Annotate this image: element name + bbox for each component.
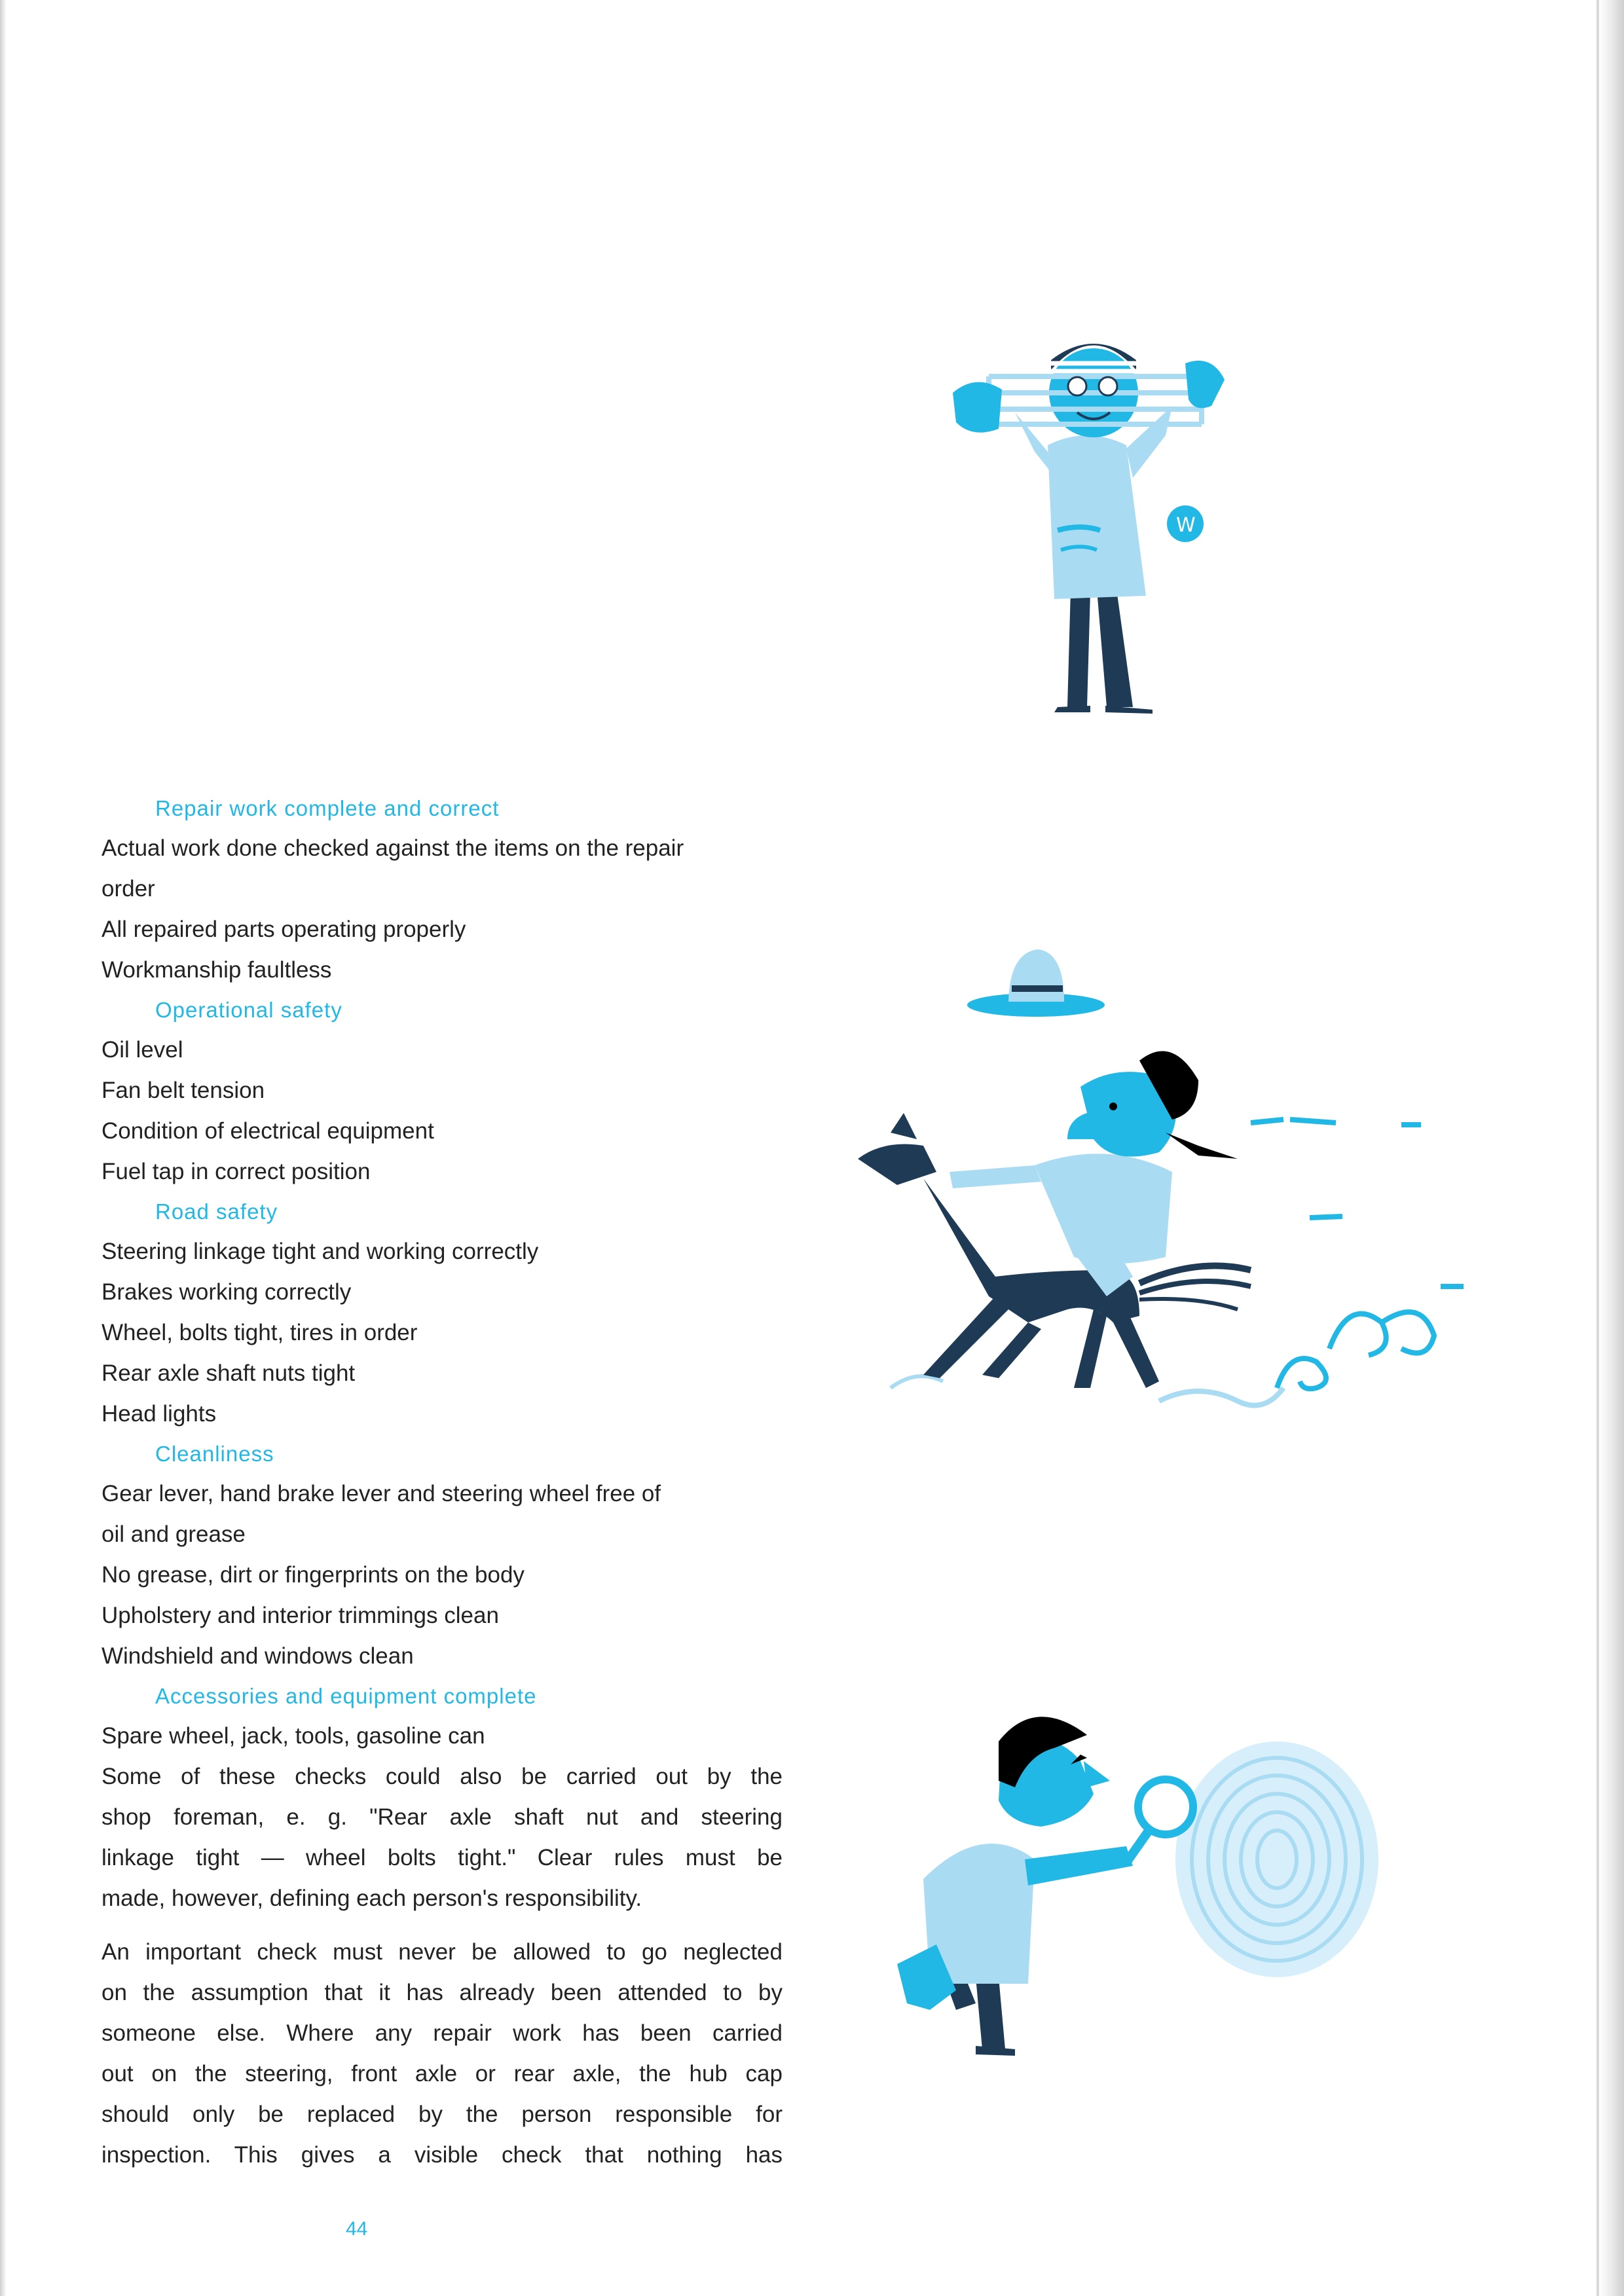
section-heading: Road safety [155,1199,278,1224]
body-paragraph-2 [101,1932,783,2176]
section-repair-work [101,789,783,991]
paragraph-line: inspection. This gives a visible check that nothing has [101,2142,783,2168]
paragraph-line: shop foreman, e. g. "Rear axle shaft nut and steering [101,1804,783,1830]
checklist-item: Windshield and windows clean [101,1643,414,1669]
svg-text:W: W [1176,514,1196,537]
checklist-item: Condition of electrical equipment [101,1118,434,1144]
paragraph-line: someone else. Where any repair work has been carried [101,2020,783,2046]
mechanic-holding-grille-illustration [936,314,1329,720]
checklist-item: Workmanship faultless [101,957,332,983]
rider-on-horse-illustration [832,930,1486,1453]
body-paragraph-1 [101,1757,783,1919]
checklist-item: oil and grease [101,1522,246,1547]
page-left-shadow [0,0,7,2296]
checklist-item: Upholstery and interior trimmings clean [101,1603,499,1628]
section-cleanliness [101,1434,783,1677]
paragraph-line: out on the steering, front axle or rear axle, the hub cap [101,2061,783,2086]
page-edge [1599,0,1624,2296]
fingerprint-icon [1175,1741,1378,1977]
section-heading: Operational safety [155,998,342,1022]
checklist-item: Oil level [101,1037,183,1063]
checklist-item: No grease, dirt or fingerprints on the body [101,1562,525,1588]
checklist-item: Steering linkage tight and working correctly [101,1239,539,1264]
paragraph-line: made, however, defining each person's responsibility. [101,1886,642,1911]
paragraph-line: An important check must never be allowed to go neglected [101,1939,783,1965]
checklist-item: Wheel, bolts tight, tires in order [101,1320,418,1345]
checklist-item: order [101,876,155,902]
section-road-safety [101,1192,783,1434]
section-heading: Accessories and equipment complete [155,1684,537,1708]
checklist-item: All repaired parts operating properly [101,917,466,942]
checklist-item: Spare wheel, jack, tools, gasoline can [101,1723,485,1749]
paragraph-line: on the assumption that it has already been attended to by [101,1980,783,2005]
checklist-item: Gear lever, hand brake lever and steering wheel free of [101,1481,661,1506]
checklist-text-column [101,789,783,2176]
section-heading: Repair work complete and correct [155,796,500,820]
inspector-with-magnifying-glass-illustration [884,1683,1421,2075]
checklist-item: Fan belt tension [101,1078,265,1103]
checklist-item: Brakes working correctly [101,1279,352,1305]
page-number: 44 [346,2218,368,2240]
checklist-item: Head lights [101,1401,217,1427]
paragraph-line: linkage tight — wheel bolts tight." Clear rules must be [101,1845,783,1870]
paragraph-line: Some of these checks could also be carried out by the [101,1764,783,1789]
checklist-item: Actual work done checked against the items on the repair [101,835,684,861]
checklist-item: Rear axle shaft nuts tight [101,1360,356,1386]
section-heading: Cleanliness [155,1442,274,1466]
section-accessories [101,1677,783,1757]
paragraph-line: should only be replaced by the person responsible for [101,2102,783,2127]
section-operational-safety [101,991,783,1192]
checklist-item: Fuel tap in correct position [101,1159,371,1184]
